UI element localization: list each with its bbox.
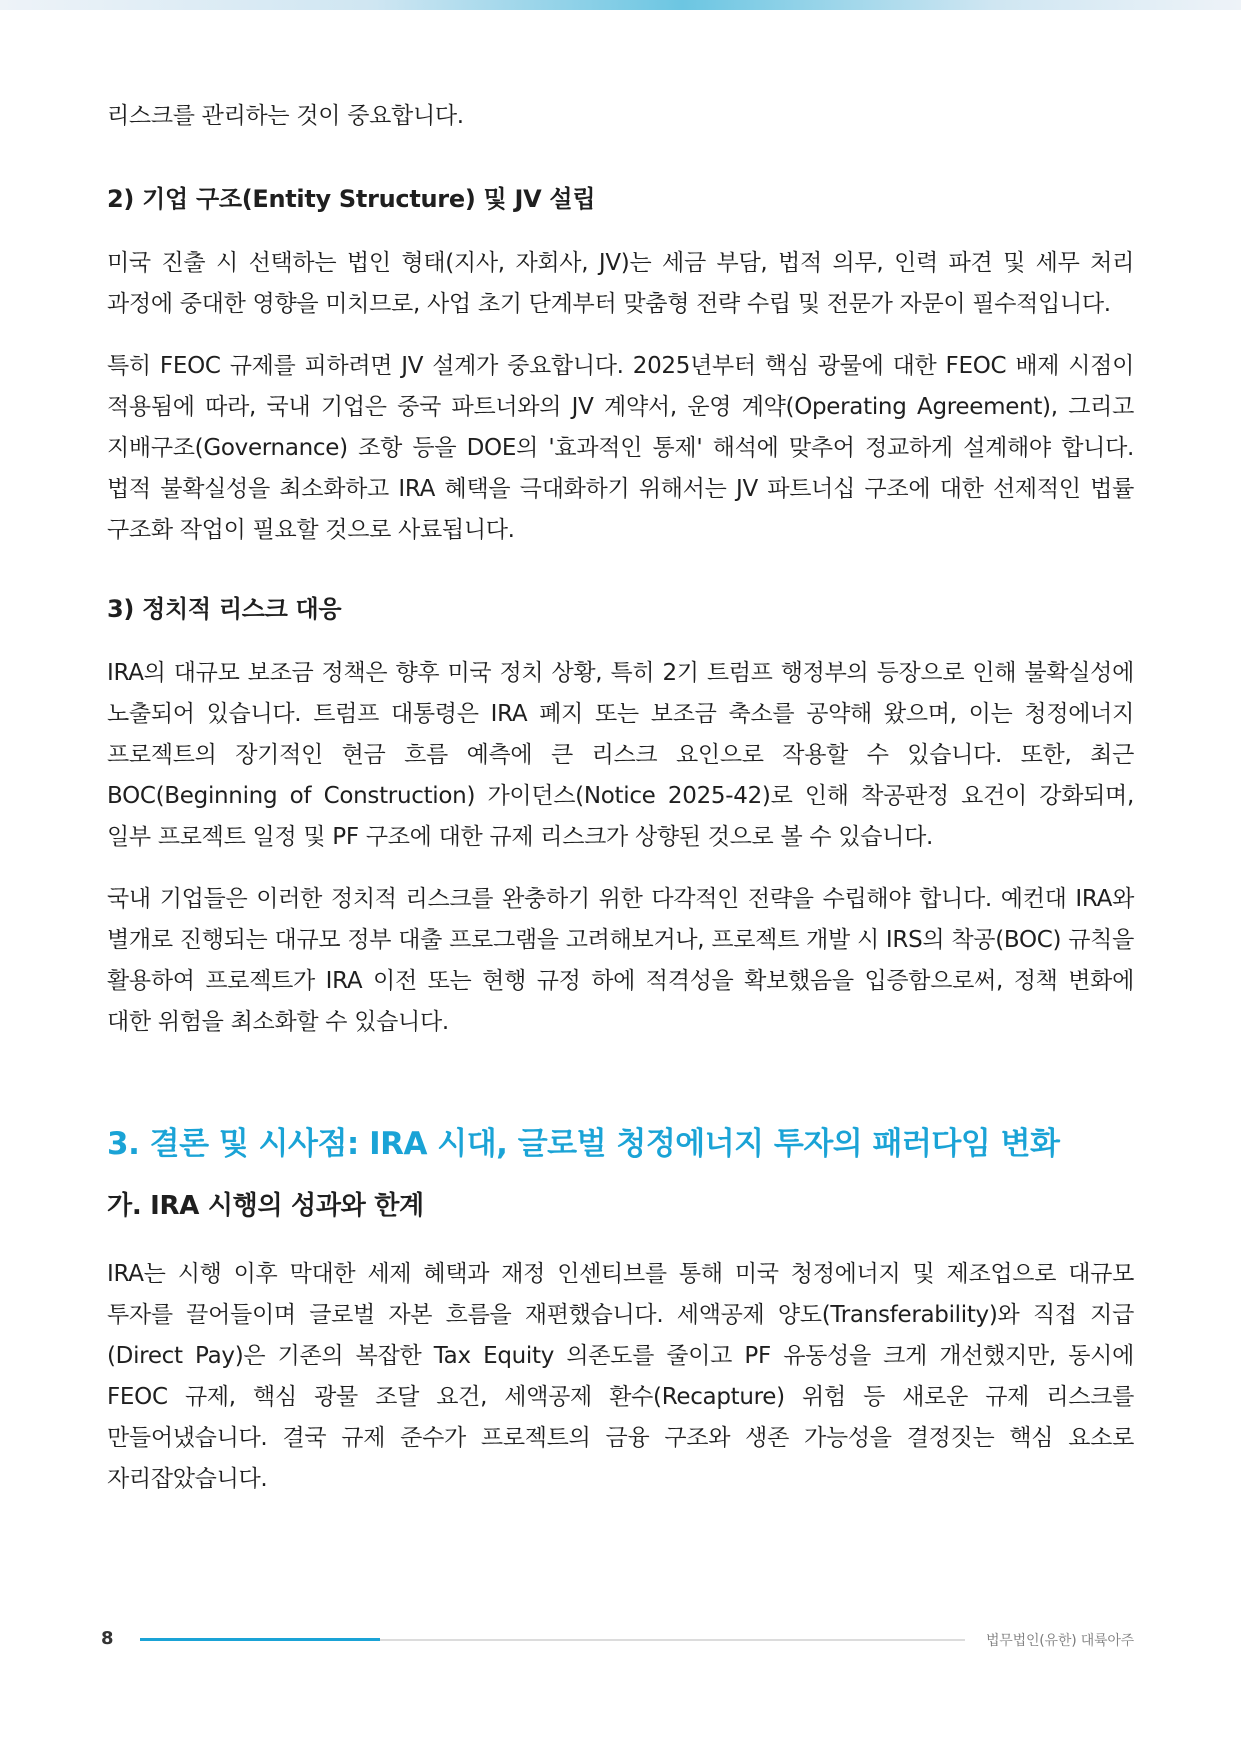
subsection-title: 가. IRA 시행의 성과와 한계 (107, 1191, 424, 1221)
paragraph-mitigation-strategy: 국내 기업들은 이러한 정치적 리스크를 완충하기 위한 다각적인 전략을 수립해야 합니다. 예컨대 IRA와 별개로 진행되는 대규모 정부 대출 프로그램을 고려해보거나, 프로젝트 개발 시 IRS의 착공(BOC) 규칙을 활용하여 프로젝트가 IRA 이전 또는 현행 규정 하에 적격성을 확보했음을 입증함으로써, 정책 변화에 대한 위험을 최소화할 수 있습니다. (107, 886, 1134, 1035)
paragraph-political-uncertainty: IRA의 대규모 보조금 정책은 향후 미국 정치 상황, 특히 2기 트럼프 행정부의 등장으로 인해 불확실성에 노출되어 있습니다. 트럼프 대통령은 IRA 폐지 또는 보조금 축소를 공약해 왔으며, 이는 청정에너지 프로젝트의 장기적인 현금 흐름 예측에 큰 리스크 요인으로 작용할 수 있습니다. 또한, 최근 BOC(Beginning of Construction) 가이던스(Notice 2025-42)로 인해 착공판정 요건이 강화되며, 일부 프로젝트 일정 및 PF 구조에 대한 규제 리스크가 상향된 것으로 볼 수 있습니다. (107, 660, 1134, 850)
firm-name: 법무법인(유한) 대륙아주 (985, 1633, 1134, 1649)
footer-divider-accent (140, 1638, 380, 1641)
paragraph-ira-results: IRA는 시행 이후 막대한 세제 혜택과 재정 인센티브를 통해 미국 청정에너지 및 제조업으로 대규모 투자를 끌어들이며 글로벌 자본 흐름을 재편했습니다. 세액공제 양도(Transferability)와 직접 지급(Direct Pay)은 기존의 복잡한 Tax Equity 의존도를 줄이고 PF 유동성을 크게 개선했지만, 동시에 FEOC 규제, 핵심 광물 조달 요건, 세액공제 환수(Recapture) 위험 등 새로운 규제 리스크를 만들어냈습니다. 결국 규제 준수가 프로젝트의 금융 구조와 생존 가능성을 결정짓는 핵심 요소로 자리잡았습니다. (107, 1261, 1134, 1492)
page-footer (0, 1620, 1241, 1660)
heading-political-risk: 3) 정치적 리스크 대응 (107, 595, 342, 623)
paragraph-intro: 리스크를 관리하는 것이 중요합니다. (107, 103, 464, 129)
top-gradient-bar (0, 0, 1241, 10)
paragraph-feoc-jv: 특히 FEOC 규제를 피하려면 JV 설계가 중요합니다. 2025년부터 핵심 광물에 대한 FEOC 배제 시점이 적용됨에 따라, 국내 기업은 중국 파트너와의 JV 계약서, 운영 계약(Operating Agreement), 그리고 지배구조(Governance) 조항 등을 DOE의 '효과적인 통제' 해석에 맞추어 정교하게 설계해야 합니다. 법적 불확실성을 최소화하고 IRA 혜택을 극대화하기 위해서는 JV 파트너십 구조에 대한 선제적인 법률 구조화 작업이 필요할 것으로 사료됩니다. (107, 353, 1134, 543)
page-content (107, 96, 1134, 1500)
section-title: 3. 결론 및 시사점: IRA 시대, 글로벌 청정에너지 투자의 패러다임 변화 (107, 1126, 1060, 1162)
heading-entity-structure: 2) 기업 구조(Entity Structure) 및 JV 설립 (107, 185, 596, 213)
page-number: 8 (101, 1628, 114, 1649)
paragraph-entity-forms: 미국 진출 시 선택하는 법인 형태(지사, 자회사, JV)는 세금 부담, 법적 의무, 인력 파견 및 세무 처리 과정에 중대한 영향을 미치므로, 사업 초기 단계부터 맞춤형 전략 수립 및 전문가 자문이 필수적입니다. (107, 250, 1134, 317)
